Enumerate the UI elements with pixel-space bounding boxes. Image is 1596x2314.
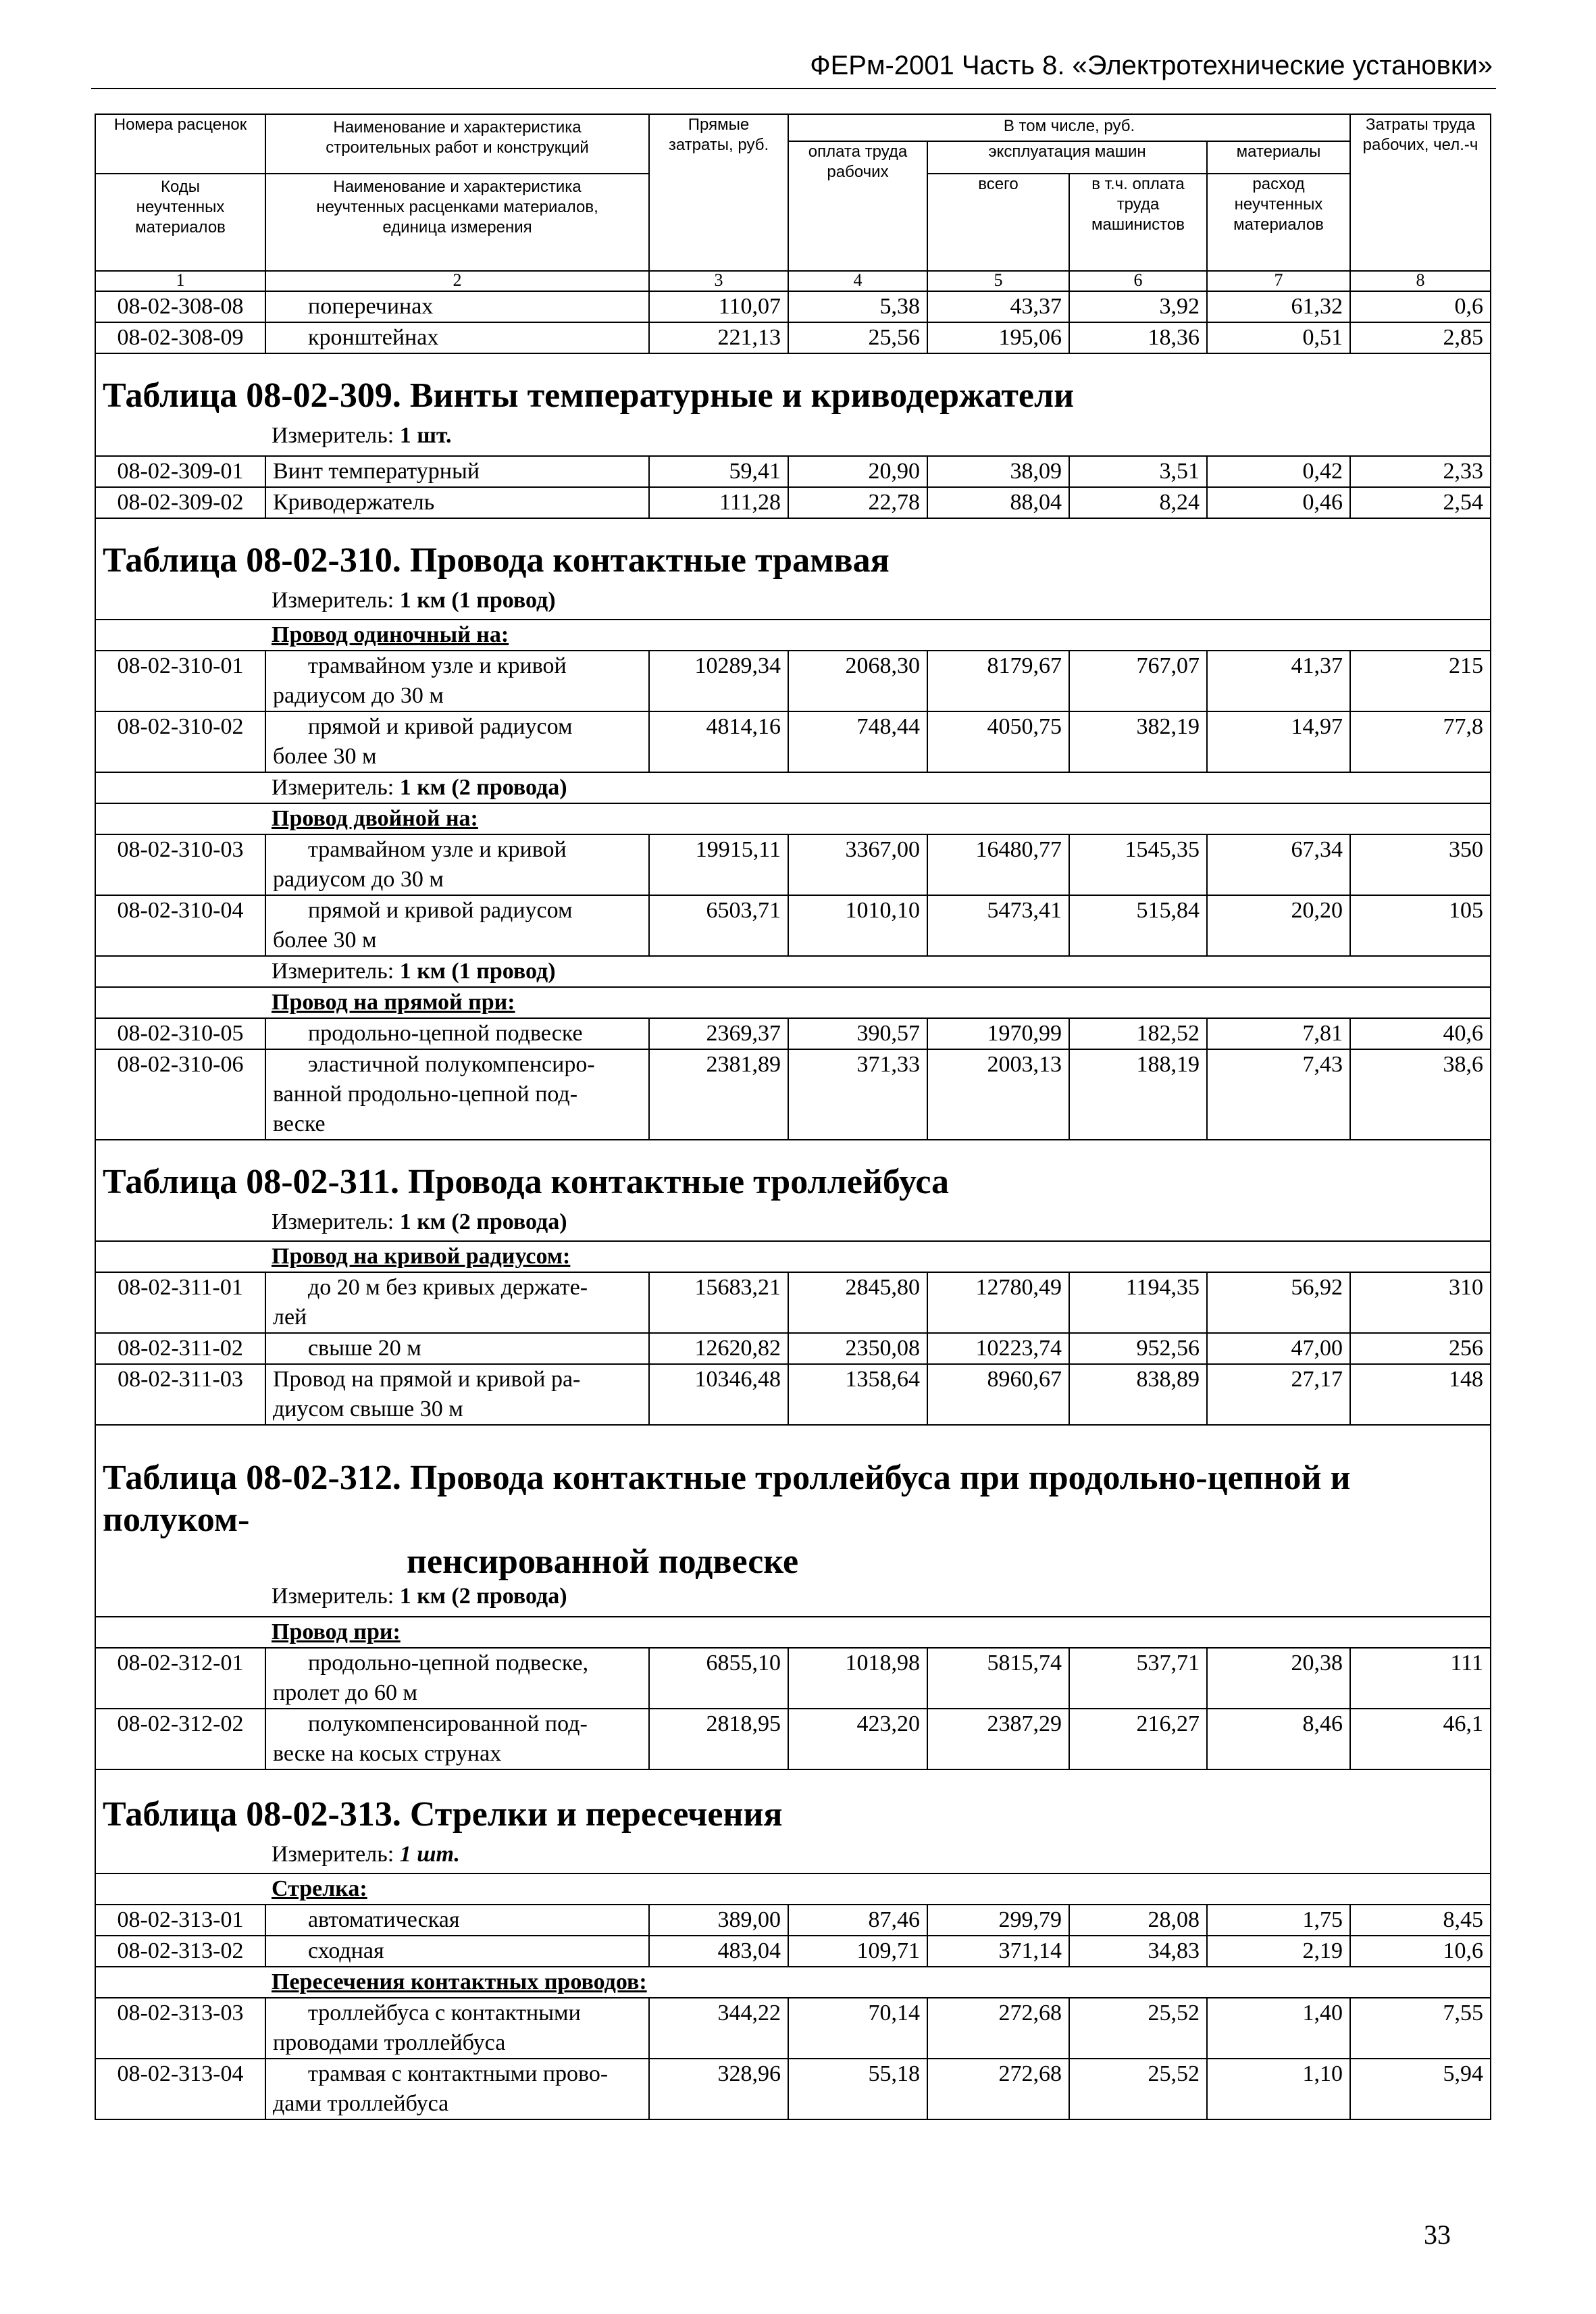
header-including: В том числе, руб.	[788, 114, 1350, 141]
machinists-pay: 182,52	[1069, 1018, 1207, 1049]
section-gap	[95, 1140, 1491, 1161]
running-header: ФЕРм-2001 Часть 8. «Электротехнические установки»	[810, 51, 1493, 80]
materials: 0,46	[1207, 487, 1350, 518]
labor-hours: 2,85	[1350, 322, 1491, 353]
direct-cost: 2369,37	[649, 1018, 788, 1049]
rate-code: 08-02-309-02	[95, 487, 265, 518]
machinists-pay: 18,36	[1069, 322, 1207, 353]
table-row	[95, 651, 1491, 711]
labor-pay: 2350,08	[788, 1333, 927, 1364]
machines-total: 38,09	[927, 456, 1069, 487]
rates-table	[95, 114, 1491, 2120]
rate-code: 08-02-311-01	[95, 1272, 265, 1333]
rate-name: трамвайном узле и кривой радиусом до 30 м	[265, 834, 649, 895]
table-title: Таблица 08-02-310. Провода контактные трамвая	[95, 540, 1491, 587]
rate-code: 08-02-310-06	[95, 1049, 265, 1140]
materials: 56,92	[1207, 1272, 1350, 1333]
materials: 1,10	[1207, 2059, 1350, 2119]
rate-name: Винт температурный	[265, 456, 649, 487]
labor-pay: 87,46	[788, 1905, 927, 1936]
measure-unit: Измеритель: 1 км (2 провода)	[95, 1209, 1491, 1241]
rate-name: до 20 м без кривых держате- лей	[265, 1272, 649, 1333]
rate-code: 08-02-308-09	[95, 322, 265, 353]
subgroup-heading: Провод одиночный на:	[95, 620, 1491, 651]
direct-cost: 389,00	[649, 1905, 788, 1936]
rate-name: сходная	[265, 1936, 649, 1967]
machines-total: 4050,75	[927, 711, 1069, 772]
labor-pay: 70,14	[788, 1998, 927, 2059]
header-machinists-pay: в т.ч. оплата труда машинистов	[1069, 174, 1207, 271]
rate-name: полукомпенсированной под- веске на косых струнах	[265, 1709, 649, 1769]
labor-hours: 10,6	[1350, 1936, 1491, 1967]
direct-cost: 2818,95	[649, 1709, 788, 1769]
labor-hours: 350	[1350, 834, 1491, 895]
machinists-pay: 1545,35	[1069, 834, 1207, 895]
machines-total: 371,14	[927, 1936, 1069, 1967]
measure-unit: Измеритель: 1 шт.	[95, 422, 1491, 456]
materials: 14,97	[1207, 711, 1350, 772]
column-number: 8	[1350, 271, 1491, 291]
machinists-pay: 537,71	[1069, 1648, 1207, 1709]
labor-hours: 77,8	[1350, 711, 1491, 772]
rate-code: 08-02-312-02	[95, 1709, 265, 1769]
machines-total: 2003,13	[927, 1049, 1069, 1140]
rate-code: 08-02-310-01	[95, 651, 265, 711]
labor-hours: 310	[1350, 1272, 1491, 1333]
labor-hours: 46,1	[1350, 1709, 1491, 1769]
table-row	[95, 1936, 1491, 1967]
direct-cost: 15683,21	[649, 1272, 788, 1333]
measure-unit: Измеритель: 1 км (1 провод)	[95, 956, 1491, 987]
labor-pay: 2068,30	[788, 651, 927, 711]
labor-hours: 2,54	[1350, 487, 1491, 518]
machines-total: 43,37	[927, 291, 1069, 322]
column-number: 1	[95, 271, 265, 291]
column-number: 7	[1207, 271, 1350, 291]
direct-cost: 111,28	[649, 487, 788, 518]
header-rule	[91, 88, 1496, 89]
header-material-usage: расход неучтенных материалов	[1207, 174, 1350, 271]
labor-pay: 22,78	[788, 487, 927, 518]
table-row	[95, 291, 1491, 322]
header-direct-costs: Прямые затраты, руб.	[649, 114, 788, 271]
labor-hours: 40,6	[1350, 1018, 1491, 1049]
column-number: 4	[788, 271, 927, 291]
header-name-bottom: Наименование и характеристика неучтенных расценками материалов, единица измерения	[265, 174, 649, 271]
materials: 1,75	[1207, 1905, 1350, 1936]
machinists-pay: 382,19	[1069, 711, 1207, 772]
machinists-pay: 838,89	[1069, 1364, 1207, 1425]
labor-pay: 3367,00	[788, 834, 927, 895]
rate-code: 08-02-313-02	[95, 1936, 265, 1967]
machinists-pay: 952,56	[1069, 1333, 1207, 1364]
materials: 67,34	[1207, 834, 1350, 895]
column-number: 6	[1069, 271, 1207, 291]
rate-code: 08-02-313-03	[95, 1998, 265, 2059]
direct-cost: 59,41	[649, 456, 788, 487]
rate-code: 08-02-313-04	[95, 2059, 265, 2119]
header-name-top: Наименование и характеристика строительных работ и конструкций	[265, 114, 649, 174]
machines-total: 8179,67	[927, 651, 1069, 711]
machinists-pay: 8,24	[1069, 487, 1207, 518]
labor-hours: 0,6	[1350, 291, 1491, 322]
header-machines: эксплуатация машин	[927, 141, 1207, 174]
rate-name: прямой и кривой радиусом более 30 м	[265, 895, 649, 956]
machines-total: 5473,41	[927, 895, 1069, 956]
machinists-pay: 188,19	[1069, 1049, 1207, 1140]
rate-name: троллейбуса с контактными проводами троллейбуса	[265, 1998, 649, 2059]
column-number: 5	[927, 271, 1069, 291]
header-labor-costs: Затраты труда рабочих, чел.-ч	[1350, 114, 1491, 271]
direct-cost: 12620,82	[649, 1333, 788, 1364]
direct-cost: 328,96	[649, 2059, 788, 2119]
rate-name: поперечинах	[265, 291, 649, 322]
header-machines-total: всего	[927, 174, 1069, 271]
subgroup-heading: Провод на кривой радиусом:	[95, 1241, 1491, 1272]
machines-total: 1970,99	[927, 1018, 1069, 1049]
materials: 20,20	[1207, 895, 1350, 956]
header-labor-pay: оплата труда рабочих	[788, 141, 927, 271]
measure-unit: Измеритель: 1 шт.	[95, 1841, 1491, 1873]
machines-total: 88,04	[927, 487, 1069, 518]
rate-name: продольно-цепной подвеске	[265, 1018, 649, 1049]
machines-total: 299,79	[927, 1905, 1069, 1936]
rate-name: Провод на прямой и кривой ра- диусом свыше 30 м	[265, 1364, 649, 1425]
subgroup-heading: Провод на прямой при:	[95, 987, 1491, 1018]
labor-pay: 1010,10	[788, 895, 927, 956]
column-numbers-row	[95, 271, 1491, 291]
direct-cost: 10289,34	[649, 651, 788, 711]
materials: 27,17	[1207, 1364, 1350, 1425]
table-row	[95, 895, 1491, 956]
rate-name: трамвайном узле и кривой радиусом до 30 м	[265, 651, 649, 711]
rate-name: эластичной полукомпенсиро- ванной продольно-цепной под- веске	[265, 1049, 649, 1140]
table-row	[95, 1709, 1491, 1769]
machines-total: 16480,77	[927, 834, 1069, 895]
column-number: 3	[649, 271, 788, 291]
section-gap	[95, 1425, 1491, 1457]
rate-code: 08-02-308-08	[95, 291, 265, 322]
machinists-pay: 25,52	[1069, 2059, 1207, 2119]
table-title: Таблица 08-02-309. Винты температурные и криводержатели	[95, 375, 1491, 422]
machines-total: 195,06	[927, 322, 1069, 353]
materials: 8,46	[1207, 1709, 1350, 1769]
rate-code: 08-02-310-02	[95, 711, 265, 772]
rate-name: трамвая с контактными прово- дами троллейбуса	[265, 2059, 649, 2119]
table-row	[95, 1272, 1491, 1333]
rate-name: кронштейнах	[265, 322, 649, 353]
materials: 61,32	[1207, 291, 1350, 322]
machinists-pay: 25,52	[1069, 1998, 1207, 2059]
labor-pay: 5,38	[788, 291, 927, 322]
rate-code: 08-02-312-01	[95, 1648, 265, 1709]
rate-code: 08-02-311-03	[95, 1364, 265, 1425]
machinists-pay: 767,07	[1069, 651, 1207, 711]
labor-pay: 1018,98	[788, 1648, 927, 1709]
labor-hours: 2,33	[1350, 456, 1491, 487]
materials: 1,40	[1207, 1998, 1350, 2059]
rate-name: прямой и кривой радиусом более 30 м	[265, 711, 649, 772]
labor-pay: 55,18	[788, 2059, 927, 2119]
section-gap	[95, 1769, 1491, 1794]
rate-name: Криводержатель	[265, 487, 649, 518]
section-gap	[95, 518, 1491, 540]
labor-pay: 109,71	[788, 1936, 927, 1967]
materials: 0,51	[1207, 322, 1350, 353]
page-number: 33	[1424, 2219, 1451, 2250]
machinists-pay: 1194,35	[1069, 1272, 1207, 1333]
table-row	[95, 1648, 1491, 1709]
header-code-bottom: Коды неучтенных материалов	[95, 174, 265, 271]
machines-total: 272,68	[927, 1998, 1069, 2059]
labor-hours: 111	[1350, 1648, 1491, 1709]
labor-hours: 105	[1350, 895, 1491, 956]
header-code-top: Номера расценок	[95, 114, 265, 174]
direct-cost: 6855,10	[649, 1648, 788, 1709]
labor-hours: 5,94	[1350, 2059, 1491, 2119]
rate-name: продольно-цепной подвеске, пролет до 60 м	[265, 1648, 649, 1709]
table-row	[95, 1018, 1491, 1049]
labor-hours: 148	[1350, 1364, 1491, 1425]
machinists-pay: 34,83	[1069, 1936, 1207, 1967]
materials: 47,00	[1207, 1333, 1350, 1364]
labor-pay: 1358,64	[788, 1364, 927, 1425]
machines-total: 10223,74	[927, 1333, 1069, 1364]
rate-code: 08-02-310-03	[95, 834, 265, 895]
rate-code: 08-02-310-04	[95, 895, 265, 956]
table-row	[95, 487, 1491, 518]
labor-hours: 256	[1350, 1333, 1491, 1364]
table-row	[95, 322, 1491, 353]
machinists-pay: 28,08	[1069, 1905, 1207, 1936]
rate-code: 08-02-313-01	[95, 1905, 265, 1936]
section-gap	[95, 353, 1491, 375]
table-row	[95, 834, 1491, 895]
table-row	[95, 1333, 1491, 1364]
rate-code: 08-02-310-05	[95, 1018, 265, 1049]
materials: 7,81	[1207, 1018, 1350, 1049]
labor-pay: 748,44	[788, 711, 927, 772]
table-row	[95, 456, 1491, 487]
labor-pay: 371,33	[788, 1049, 927, 1140]
labor-pay: 390,57	[788, 1018, 927, 1049]
machines-total: 2387,29	[927, 1709, 1069, 1769]
machinists-pay: 3,92	[1069, 291, 1207, 322]
subgroup-heading: Пересечения контактных проводов:	[95, 1967, 1491, 1998]
table-row	[95, 1364, 1491, 1425]
direct-cost: 2381,89	[649, 1049, 788, 1140]
machines-total: 5815,74	[927, 1648, 1069, 1709]
labor-hours: 8,45	[1350, 1905, 1491, 1936]
machinists-pay: 3,51	[1069, 456, 1207, 487]
direct-cost: 221,13	[649, 322, 788, 353]
materials: 20,38	[1207, 1648, 1350, 1709]
table-row	[95, 1905, 1491, 1936]
rate-name: автоматическая	[265, 1905, 649, 1936]
labor-pay: 423,20	[788, 1709, 927, 1769]
column-number: 2	[265, 271, 649, 291]
rate-code: 08-02-311-02	[95, 1333, 265, 1364]
materials: 2,19	[1207, 1936, 1350, 1967]
direct-cost: 19915,11	[649, 834, 788, 895]
machines-total: 12780,49	[927, 1272, 1069, 1333]
subgroup-heading: Провод при:	[95, 1617, 1491, 1648]
table-row	[95, 1049, 1491, 1140]
table-row	[95, 711, 1491, 772]
table-row	[95, 1998, 1491, 2059]
materials: 7,43	[1207, 1049, 1350, 1140]
measure-unit: Измеритель: 1 км (2 провода)	[95, 772, 1491, 803]
table-row	[95, 2059, 1491, 2119]
table-title: Таблица 08-02-311. Провода контактные троллейбуса	[95, 1161, 1491, 1209]
direct-cost: 110,07	[649, 291, 788, 322]
direct-cost: 483,04	[649, 1936, 788, 1967]
table-title: Таблица 08-02-313. Стрелки и пересечения	[95, 1794, 1491, 1841]
rate-name: свыше 20 м	[265, 1333, 649, 1364]
direct-cost: 6503,71	[649, 895, 788, 956]
labor-pay: 2845,80	[788, 1272, 927, 1333]
labor-hours: 38,6	[1350, 1049, 1491, 1140]
direct-cost: 4814,16	[649, 711, 788, 772]
subgroup-heading: Провод двойной на:	[95, 803, 1491, 834]
header-materials: материалы	[1207, 141, 1350, 174]
machinists-pay: 515,84	[1069, 895, 1207, 956]
subgroup-heading: Стрелка:	[95, 1873, 1491, 1905]
labor-pay: 20,90	[788, 456, 927, 487]
machines-total: 8960,67	[927, 1364, 1069, 1425]
materials: 0,42	[1207, 456, 1350, 487]
labor-hours: 7,55	[1350, 1998, 1491, 2059]
labor-pay: 25,56	[788, 322, 927, 353]
machinists-pay: 216,27	[1069, 1709, 1207, 1769]
rate-code: 08-02-309-01	[95, 456, 265, 487]
table-title: Таблица 08-02-312. Провода контактные троллейбуса при продольно-цепной и полуком- пенсированной подвеске	[95, 1457, 1491, 1583]
measure-unit: Измеритель: 1 км (2 провода)	[95, 1583, 1491, 1617]
machines-total: 272,68	[927, 2059, 1069, 2119]
labor-hours: 215	[1350, 651, 1491, 711]
measure-unit: Измеритель: 1 км (1 провод)	[95, 587, 1491, 620]
materials: 41,37	[1207, 651, 1350, 711]
direct-cost: 10346,48	[649, 1364, 788, 1425]
direct-cost: 344,22	[649, 1998, 788, 2059]
